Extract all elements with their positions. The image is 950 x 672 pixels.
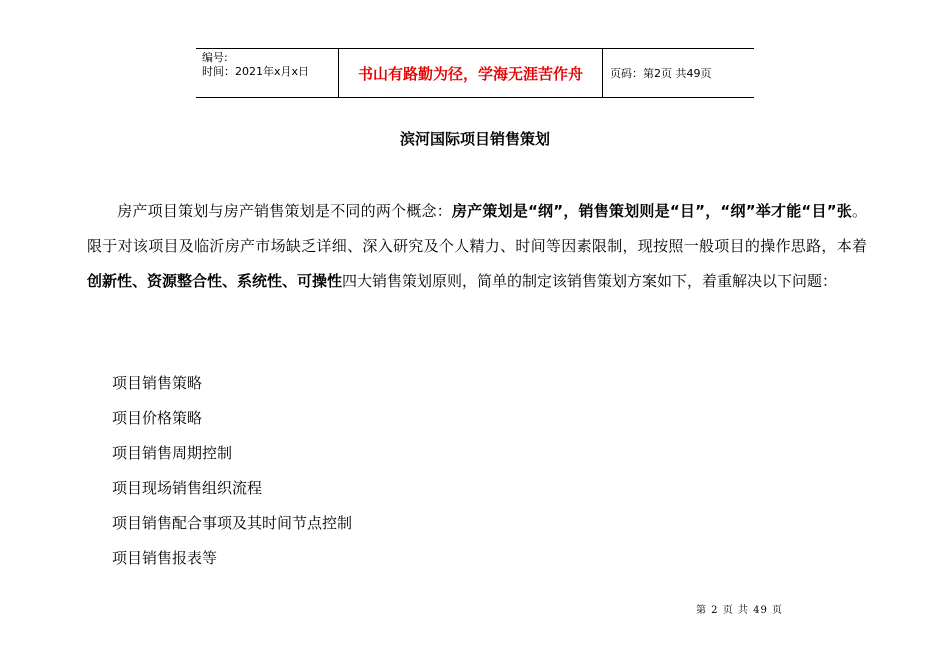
header-motto: 书山有路勤为径，学海无涯苦作舟 xyxy=(338,49,603,97)
intro-text-3: 四大销售策划原则，简单的制定该销售策划方案如下，着重解决以下问题： xyxy=(342,272,838,290)
intro-text-2: 。限于对该项目及临沂房产市场缺乏详细、深入研究及个人精力、时间等因素限制，现按照一般项目的操作思路，本着 xyxy=(87,202,867,255)
list-item: 项目销售策略 xyxy=(112,374,203,392)
header-meta xyxy=(196,49,338,97)
page-footer: 第 2 页 共 49 页 xyxy=(696,605,783,616)
list-item: 项目销售周期控制 xyxy=(112,444,233,462)
date-label: 时间：2021年x月x日 xyxy=(202,65,310,78)
topic-list xyxy=(112,369,352,579)
list-item: 项目销售配合事项及其时间节点控制 xyxy=(112,514,353,532)
header-page-info: 页码：第2页 共49页 xyxy=(610,67,712,80)
document-title: 滨河国际项目销售策划 xyxy=(399,130,550,148)
intro-paragraph xyxy=(87,194,867,299)
intro-bold-1: 房产策划是“纲”，销售策划则是“目”，“纲”举才能“目”张 xyxy=(451,202,852,220)
list-item: 项目价格策略 xyxy=(112,409,203,427)
intro-text-1: 房产项目策划与房产销售策划是不同的两个概念： xyxy=(117,202,452,220)
list-item: 项目销售报表等 xyxy=(112,549,218,567)
list-item: 项目现场销售组织流程 xyxy=(112,479,263,497)
document-header xyxy=(196,48,754,98)
intro-bold-2: 创新性、资源整合性、系统性、可操性 xyxy=(87,272,343,290)
number-label: 编号: xyxy=(202,51,228,64)
